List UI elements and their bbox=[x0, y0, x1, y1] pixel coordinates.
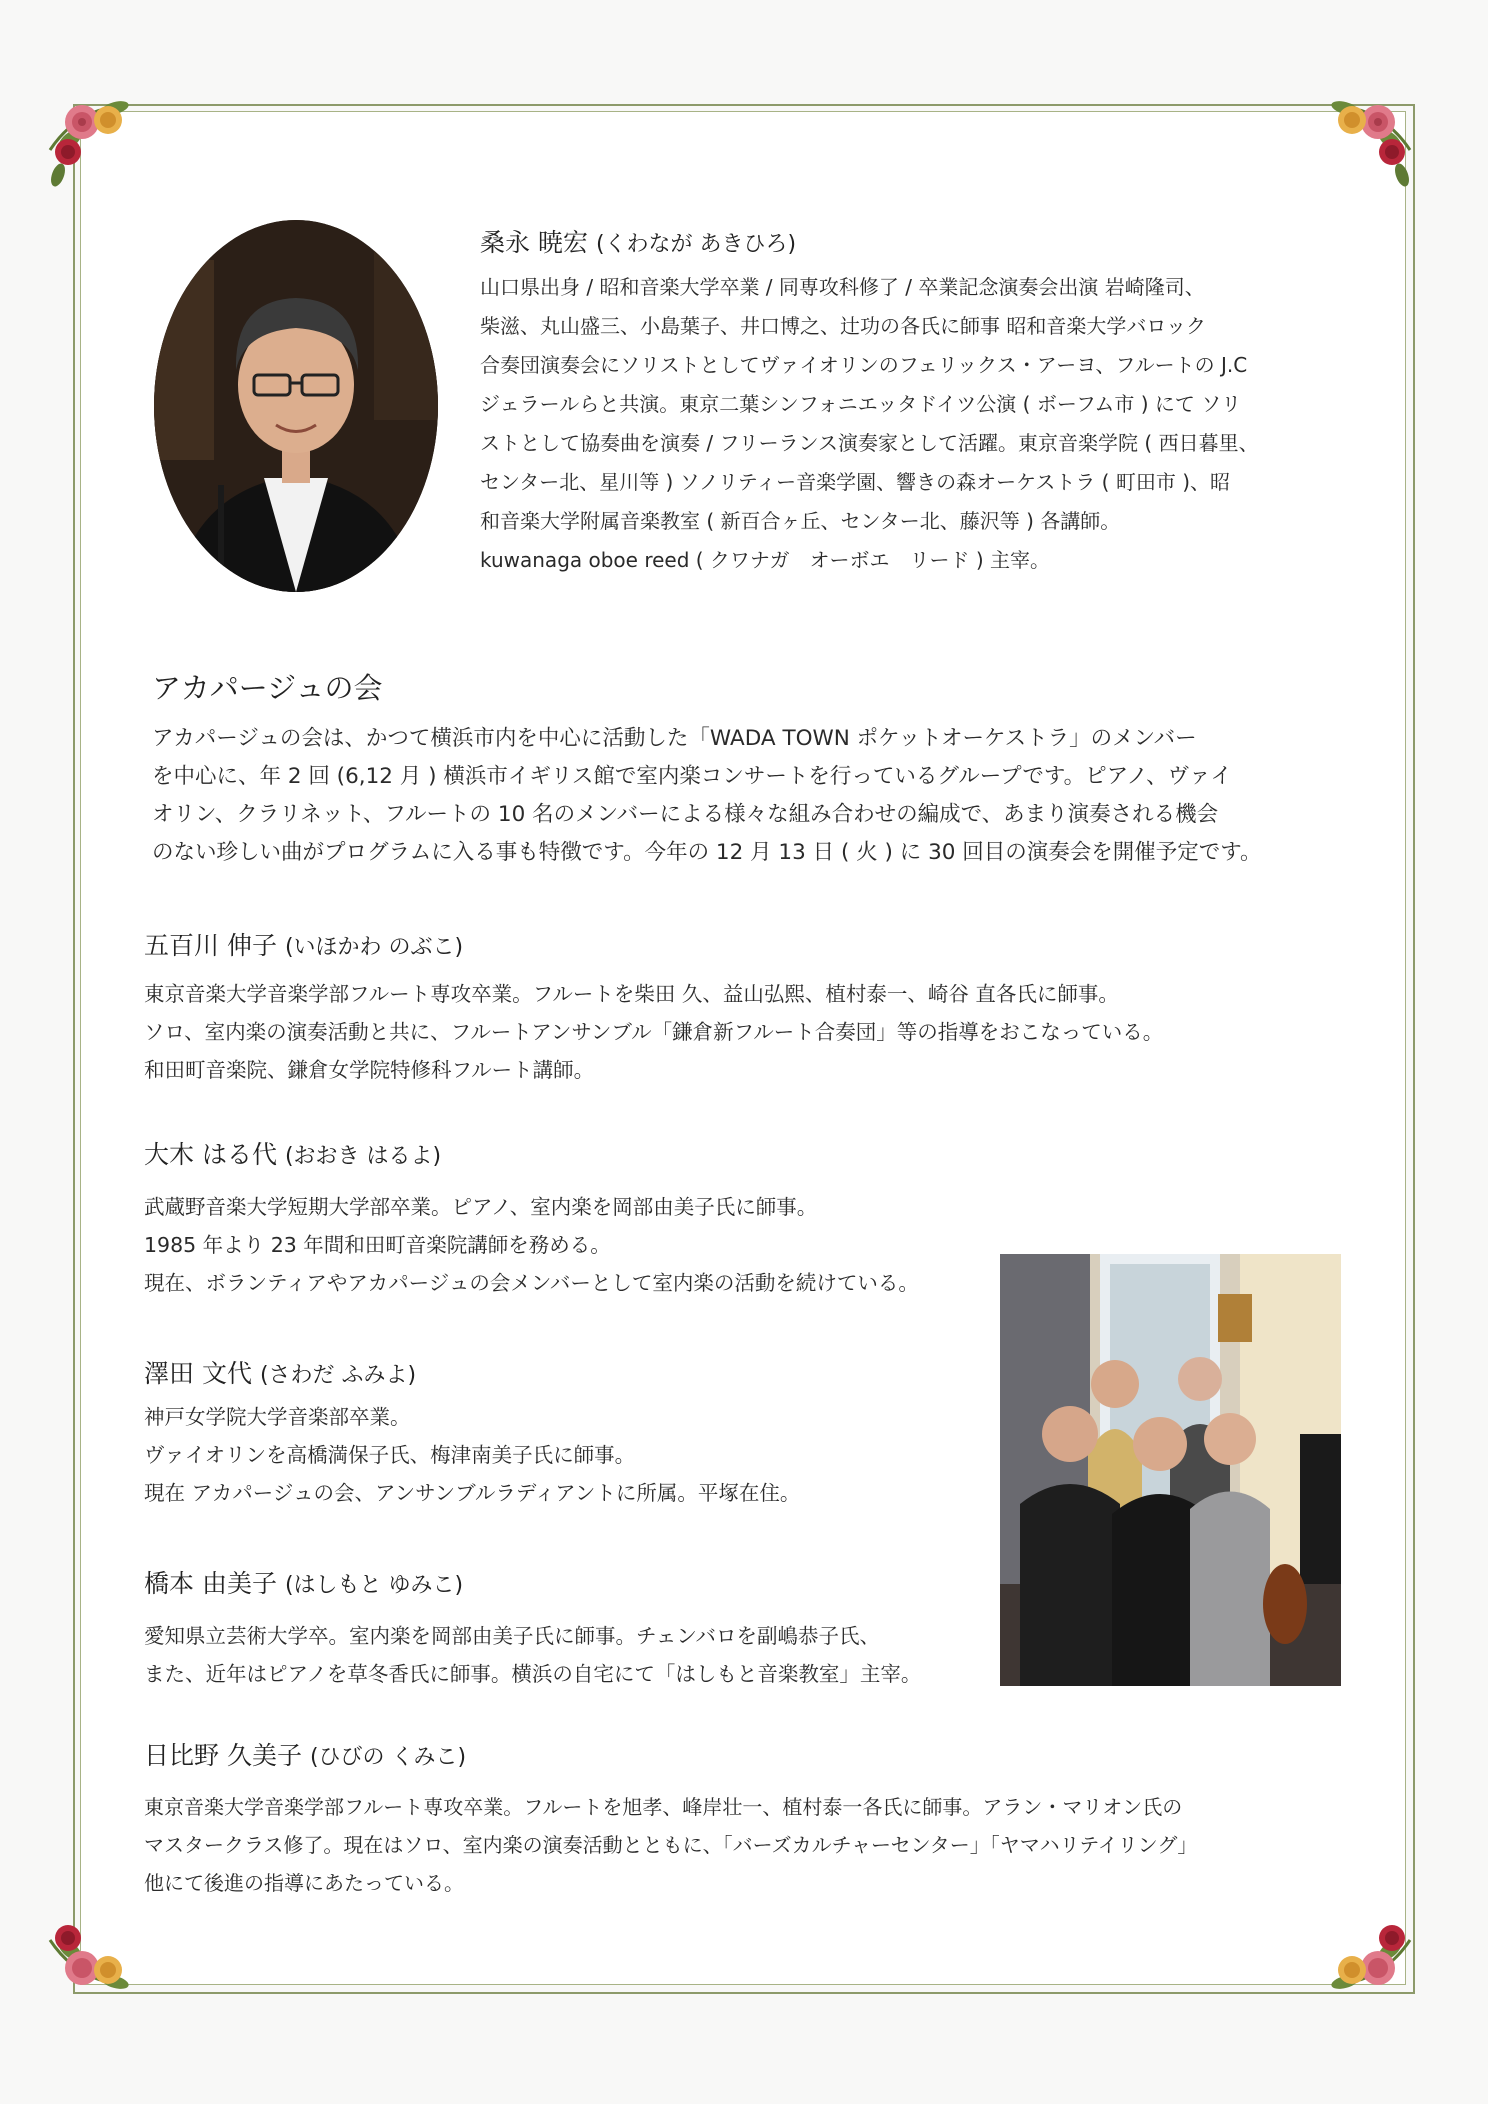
bio-line: ストとして協奏曲を演奏 / フリーランス演奏家として活躍。東京音楽学院 ( 西日暮里、 bbox=[480, 431, 1259, 455]
name-text: 桑永 暁宏 bbox=[480, 228, 588, 257]
portrait-photo bbox=[154, 220, 438, 592]
bio-line: また、近年はピアノを草冬香氏に師事。横浜の自宅にて「はしもと音楽教室」主宰。 bbox=[144, 1662, 922, 1686]
group-description bbox=[152, 720, 1262, 872]
bio-line: 武蔵野音楽大学短期大学部卒業。ピアノ、室内楽を岡部由美子氏に師事。 bbox=[144, 1195, 818, 1219]
group-photo bbox=[1000, 1254, 1341, 1686]
name-reading: (さわだ ふみよ) bbox=[259, 1363, 417, 1388]
bio-line: 東京音楽大学音楽学部フルート専攻卒業。フルートを柴田 久、益山弘熙、植村泰一、崎谷 直各氏に師事。 bbox=[144, 982, 1119, 1006]
name-ihokawa bbox=[144, 926, 463, 962]
bio-line: 他にて後進の指導にあたっている。 bbox=[144, 1871, 464, 1895]
bio-ooki bbox=[144, 1188, 919, 1302]
description-line: アカパージュの会は、かつて横浜市内を中心に活動した「WADA TOWN ポケットオーケストラ」のメンバー bbox=[152, 726, 1197, 751]
name-text: 澤田 文代 bbox=[144, 1359, 252, 1388]
bio-line: マスタークラス修了。現在はソロ、室内楽の演奏活動とともに、「バーズカルチャーセンター」「ヤマハリテイリング」 bbox=[144, 1833, 1198, 1857]
bio-line: 神戸女学院大学音楽部卒業。 bbox=[144, 1405, 411, 1429]
bio-line: ジェラールらと共演。東京二葉シンフォニエッタドイツ公演 ( ボーフム市 ) にて ソリ bbox=[480, 392, 1242, 416]
bio-line: 和田町音楽院、鎌倉女学院特修科フルート講師。 bbox=[144, 1058, 595, 1082]
bio-line: センター北、星川等 ) ソノリティー音楽学園、響きの森オーケストラ ( 町田市 )、昭 bbox=[480, 470, 1230, 494]
bio-line: 柴滋、丸山盛三、小島葉子、井口博之、辻功の各氏に師事 昭和音楽大学バロック bbox=[480, 314, 1206, 338]
name-hashimoto bbox=[144, 1564, 463, 1600]
rose-bouquet-icon bbox=[1300, 1890, 1420, 2010]
bio-sawada bbox=[144, 1398, 800, 1512]
rose-bouquet-icon bbox=[40, 80, 160, 200]
bio-line: 1985 年より 23 年間和田町音楽院講師を務める。 bbox=[144, 1233, 611, 1257]
name-reading: (はしもと ゆみこ) bbox=[284, 1573, 464, 1598]
name-text: 橋本 由美子 bbox=[144, 1569, 277, 1598]
bio-line: 合奏団演奏会にソリストとしてヴァイオリンのフェリックス・アーヨ、フルートの J.C bbox=[480, 353, 1248, 377]
description-line: を中心に、年 2 回 (6,12 月 ) 横浜市イギリス館で室内楽コンサートを行っているグループです。ピアノ、ヴァイ bbox=[152, 764, 1232, 789]
name-reading: (いほかわ のぶこ) bbox=[284, 935, 464, 960]
description-line: のない珍しい曲がプログラムに入る事も特徴です。今年の 12 月 13 日 ( 火 ) に 30 回目の演奏会を開催予定です。 bbox=[152, 840, 1262, 865]
name-text: 日比野 久美子 bbox=[144, 1741, 302, 1770]
name-hibino bbox=[144, 1736, 466, 1772]
rose-bouquet-icon bbox=[1300, 80, 1420, 200]
name-reading: (おおき はるよ) bbox=[284, 1144, 442, 1169]
bio-kuwanaga bbox=[480, 268, 1259, 580]
bio-line: 現在、ボランティアやアカパージュの会メンバーとして室内楽の活動を続けている。 bbox=[144, 1271, 919, 1295]
rose-bouquet-icon bbox=[40, 1890, 160, 2010]
name-text: 五百川 伸子 bbox=[144, 931, 277, 960]
name-reading: (ひびの くみこ) bbox=[309, 1745, 467, 1770]
bio-line: 愛知県立芸術大学卒。室内楽を岡部由美子氏に師事。チェンバロを副嶋恭子氏、 bbox=[144, 1624, 880, 1648]
bio-line: ヴァイオリンを高橋満保子氏、梅津南美子氏に師事。 bbox=[144, 1443, 636, 1467]
name-text: 大木 はる代 bbox=[144, 1140, 277, 1169]
name-kuwanaga bbox=[480, 223, 796, 259]
bio-line: kuwanaga oboe reed ( クワナガ オーボエ リード ) 主宰。 bbox=[480, 548, 1051, 572]
bio-line: 東京音楽大学音楽学部フルート専攻卒業。フルートを旭孝、峰岸壮一、植村泰一各氏に師事。アラン・マリオン氏の bbox=[144, 1795, 1183, 1819]
name-ooki bbox=[144, 1135, 441, 1171]
bio-line: ソロ、室内楽の演奏活動と共に、フルートアンサンブル「鎌倉新フルート合奏団」等の指導をおこなっている。 bbox=[144, 1020, 1164, 1044]
bio-line: 山口県出身 / 昭和音楽大学卒業 / 同専攻科修了 / 卒業記念演奏会出演 岩崎隆司、 bbox=[480, 275, 1205, 299]
bio-line: 和音楽大学附属音楽教室 ( 新百合ヶ丘、センター北、藤沢等 ) 各講師。 bbox=[480, 509, 1121, 533]
name-sawada bbox=[144, 1354, 416, 1390]
bio-line: 現在 アカパージュの会、アンサンブルラディアントに所属。平塚在住。 bbox=[144, 1481, 801, 1505]
bio-hashimoto bbox=[144, 1617, 921, 1693]
bio-ihokawa bbox=[144, 975, 1163, 1089]
section-title-group: アカパージュの会 bbox=[152, 671, 383, 705]
name-reading: (くわなが あきひろ) bbox=[595, 232, 797, 257]
description-line: オリン、クラリネット、フルートの 10 名のメンバーによる様々な組み合わせの編成で、あまり演奏される機会 bbox=[152, 802, 1219, 827]
bio-hibino bbox=[144, 1788, 1197, 1902]
